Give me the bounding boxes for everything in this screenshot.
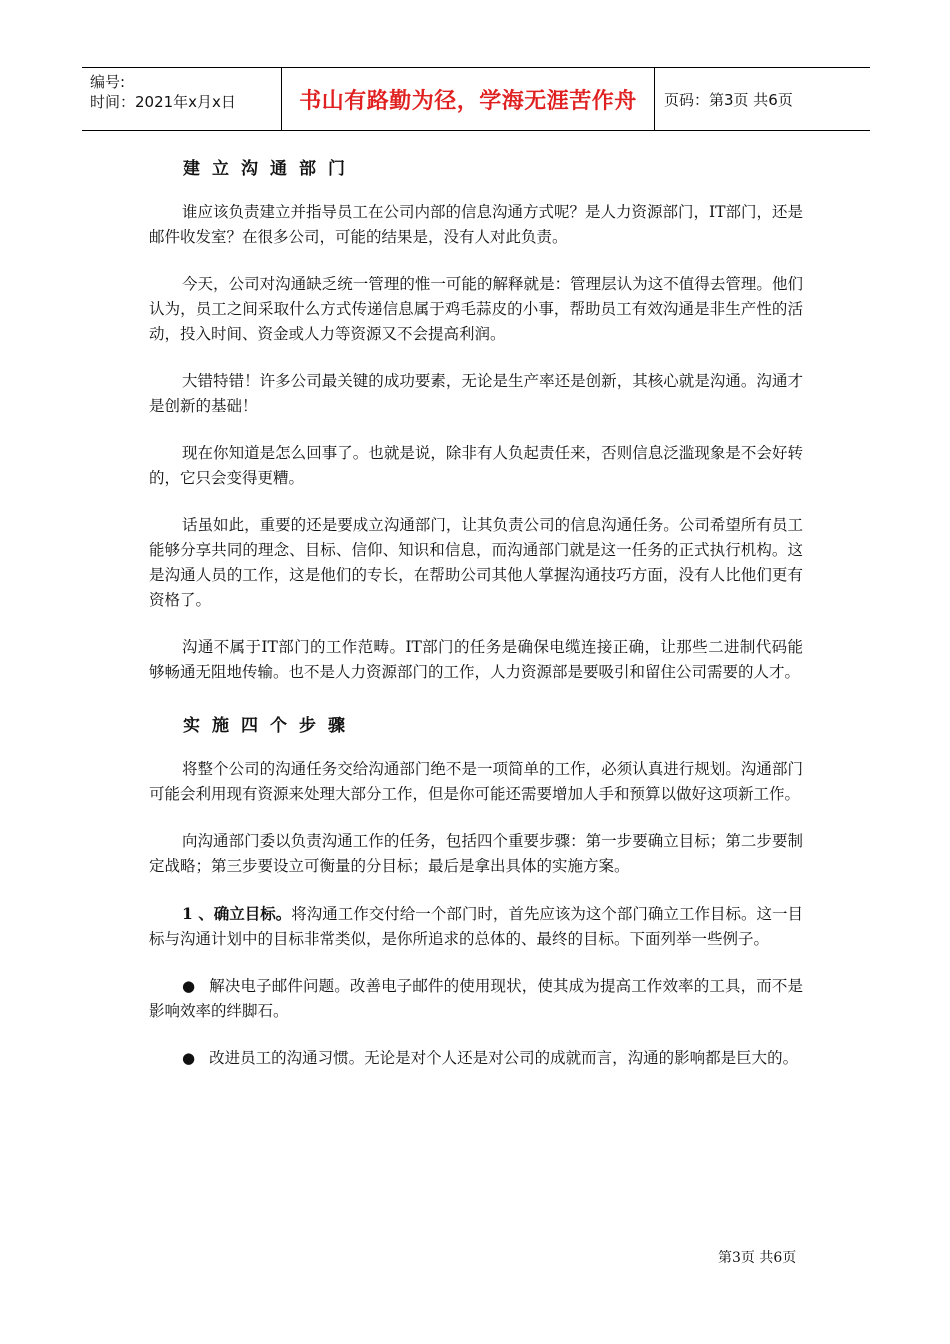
- paragraph: 大错特错！许多公司最关键的成功要素，无论是生产率还是创新，其核心就是沟通。沟通才是创新的基础！: [149, 372, 803, 415]
- paragraph: 今天，公司对沟通缺乏统一管理的惟一可能的解释就是：管理层认为这不值得去管理。他们认为，员工之间采取什么方式传递信息属于鸡毛蒜皮的小事，帮助员工有效沟通是非生产性的活动，投入时间、资金或人力等资源又不会提高利润。: [149, 275, 803, 343]
- date-line: 时间：2021年x月x日: [90, 93, 236, 111]
- page-footer: 第3页 共6页: [718, 1250, 797, 1266]
- bullet-item: [149, 1046, 803, 1071]
- step-text: 将沟通工作交付给一个部门时，首先应该为这个部门确立工作目标。这一目标与沟通计划中的目标非常类似，是你所追求的总体的、最终的目标。下面列举一些例子。: [149, 905, 803, 948]
- section-heading: 建立沟通部门: [183, 159, 357, 179]
- bullet-item: [149, 974, 803, 1024]
- document-body: [149, 150, 803, 1071]
- section-heading: 实施四个步骤: [183, 716, 357, 736]
- step-paragraph: [149, 901, 803, 952]
- header-motto: 书山有路勤为径，学海无涯苦作舟: [282, 68, 655, 130]
- bullet-icon: ●: [182, 977, 196, 995]
- paragraph: 话虽如此，重要的还是要成立沟通部门，让其负责公司的信息沟通任务。公司希望所有员工能够分享共同的理念、目标、信仰、知识和信息，而沟通部门就是这一任务的正式执行机构。这是沟通人员的工作，这是他们的专长，在帮助公司其他人掌握沟通技巧方面，没有人比他们更有资格了。: [149, 516, 803, 609]
- serial-label: 编号:: [90, 73, 126, 91]
- paragraph: 向沟通部门委以负责沟通工作的任务，包括四个重要步骤：第一步要确立目标；第二步要制定战略；第三步要设立可衡量的分目标；最后是拿出具体的实施方案。: [149, 832, 803, 875]
- bullet-icon: ●: [182, 1049, 196, 1067]
- paragraph: 将整个公司的沟通任务交给沟通部门绝不是一项简单的工作，必须认真进行规划。沟通部门可能会利用现有资源来处理大部分工作，但是你可能还需要增加人手和预算以做好这项新工作。: [149, 760, 803, 803]
- paragraph: 现在你知道是怎么回事了。也就是说，除非有人负起责任来，否则信息泛滥现象是不会好转的，它只会变得更糟。: [149, 444, 803, 487]
- bullet-text: 解决电子邮件问题。改善电子邮件的使用现状，使其成为提高工作效率的工具，而不是影响效率的绊脚石。: [149, 977, 803, 1020]
- paragraph: 谁应该负责建立并指导员工在公司内部的信息沟通方式呢？是人力资源部门，IT部门，还是邮件收发室？在很多公司，可能的结果是，没有人对此负责。: [149, 203, 803, 246]
- step-title: 1 、确立目标。: [182, 904, 292, 923]
- header-page-info: 页码：第3页 共6页: [664, 90, 793, 109]
- page-header: [82, 67, 870, 131]
- paragraph: 沟通不属于IT部门的工作范畴。IT部门的任务是确保电缆连接正确，让那些二进制代码能够畅通无阻地传输。也不是人力资源部门的工作，人力资源部是要吸引和留住公司需要的人才。: [149, 638, 803, 681]
- bullet-text: 改进员工的沟通习惯。无论是对个人还是对公司的成就而言，沟通的影响都是巨大的。: [209, 1049, 799, 1067]
- header-meta-cell: [82, 68, 282, 130]
